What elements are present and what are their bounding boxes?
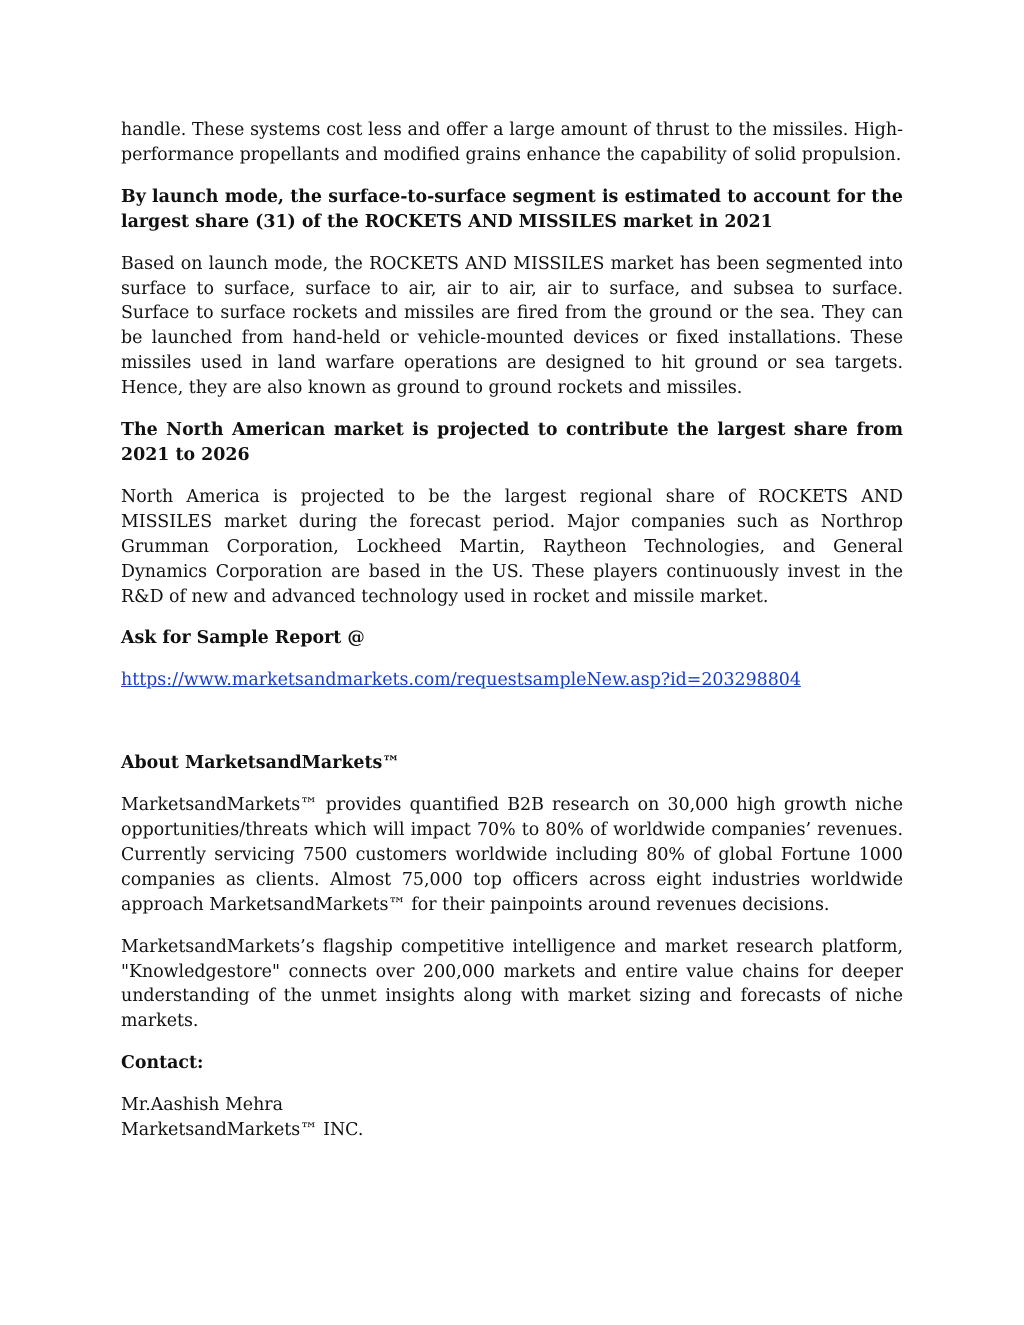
contact-block [121, 1093, 903, 1143]
sample-report-link-paragraph [121, 668, 903, 693]
north-america-paragraph: North America is projected to be the largest regional share of ROCKETS AND MISSILES market during the forecast period. Major companies such as Northrop Grumman Corporation, Lockheed Martin, Raytheon Technologies, and General Dynamics Corporation are based in the US. These players continuously invest in the R&D of new and advanced technology used in rocket and missile market. [121, 486, 903, 607]
sample-report-link[interactable]: https://www.marketsandmarkets.com/requestsampleNew.asp?id=203298804 [121, 670, 801, 691]
contact-name: Mr.Aashish Mehra [121, 1095, 283, 1116]
north-america-heading: The North American market is projected to contribute the largest share from 2021 to 2026 [121, 420, 903, 465]
sample-report-heading: Ask for Sample Report @ [121, 628, 365, 649]
launch-mode-paragraph: Based on launch mode, the ROCKETS AND MISSILES market has been segmented into surface to surface, surface to air, air to air, air to surface, and subsea to surface. Surface to surface rockets and missiles are fired from the ground or the sea. They can be launched from hand-held or vehicle-mounted devices or fixed installations. These missiles used in land warfare operations are designed to hit ground or sea targets. Hence, they are also known as ground to ground rockets and missiles. [121, 253, 903, 399]
launch-mode-heading: By launch mode, the surface-to-surface segment is estimated to account for the largest share (31) of the ROCKETS AND MISSILES market in 2021 [121, 186, 903, 232]
document-page [121, 118, 903, 1143]
contact-heading: Contact: [121, 1053, 204, 1074]
contact-company: MarketsandMarkets™ INC. [121, 1120, 364, 1141]
about-heading: About MarketsandMarkets™ [121, 753, 400, 774]
section-spacer [121, 710, 903, 751]
about-paragraph-2: MarketsandMarkets’s flagship competitive intelligence and market research platform, "Knowledgestore" connects over 200,000 markets and entire value chains for deeper understanding of the unmet insights along with market sizing and forecasts of niche markets. [121, 936, 903, 1032]
about-paragraph-1: MarketsandMarkets™ provides quantified B2B research on 30,000 high growth niche opportunities/threats which will impact 70% to 80% of worldwide companies’ revenues. Currently servicing 7500 customers worldwide including 80% of global Fortune 1000 companies as clients. Almost 75,000 top officers across eight industries worldwide approach MarketsandMarkets™ for their painpoints around revenues decisions. [121, 795, 903, 915]
intro-paragraph: handle. These systems cost less and offer a large amount of thrust to the missiles. High-performance propellants and modified grains enhance the capability of solid propulsion. [121, 120, 903, 165]
